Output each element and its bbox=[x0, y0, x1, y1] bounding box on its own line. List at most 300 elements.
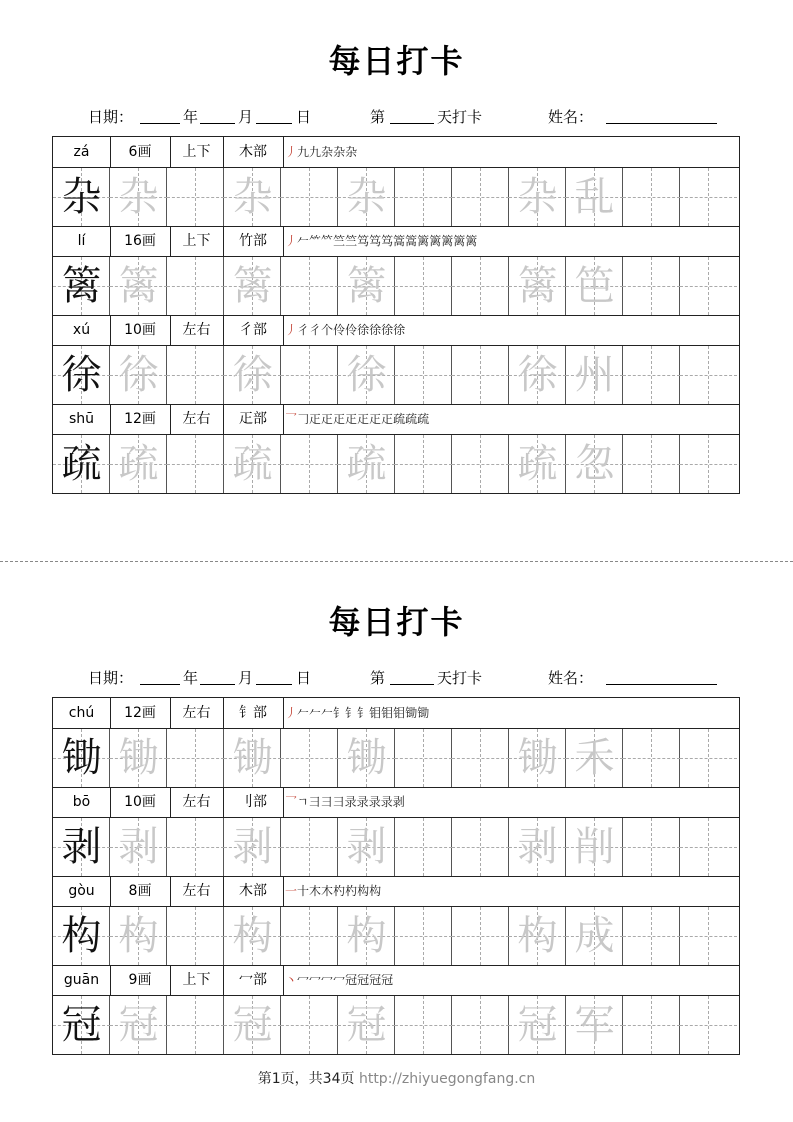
trace-character: 疏 bbox=[232, 441, 273, 487]
trace-character: 锄 bbox=[517, 735, 558, 781]
stroke-order bbox=[285, 137, 357, 167]
tianzi-box[interactable] bbox=[623, 907, 680, 965]
trace-character: 杂 bbox=[517, 174, 558, 220]
char-pinyin: guān bbox=[63, 972, 100, 988]
fill-in-blank[interactable] bbox=[200, 123, 235, 124]
tianzi-box bbox=[338, 996, 395, 1054]
tianzi-box bbox=[110, 818, 167, 876]
tianzi-box bbox=[338, 818, 395, 876]
char-structure: 左右 bbox=[182, 322, 211, 338]
trace-character: 疏 bbox=[118, 441, 159, 487]
char-pinyin: bō bbox=[72, 794, 91, 810]
tianzi-box bbox=[110, 996, 167, 1054]
char-radical: 𤴓部 bbox=[239, 411, 267, 427]
tianzi-box[interactable] bbox=[281, 435, 338, 493]
stroke-step: 伶 bbox=[345, 323, 358, 337]
stroke-step: 剥 bbox=[392, 795, 405, 809]
stroke-step: 锄 bbox=[405, 706, 418, 720]
cut-line bbox=[0, 561, 793, 562]
char-radical: 竹部 bbox=[239, 233, 267, 249]
stroke-step: 𤴓 bbox=[357, 412, 370, 426]
trace-character: 篱 bbox=[517, 263, 558, 309]
stroke-step: 伶 bbox=[333, 323, 346, 337]
stroke-step: 篱 bbox=[441, 234, 454, 248]
trace-character: 篱 bbox=[118, 263, 159, 309]
stroke-step: 丶 bbox=[285, 973, 298, 987]
stroke-step: 冖 bbox=[333, 973, 346, 987]
tianzi-box bbox=[224, 907, 281, 965]
stroke-step: 徐 bbox=[369, 323, 382, 337]
fill-in-blank[interactable] bbox=[140, 684, 180, 685]
tianzi-box[interactable] bbox=[281, 168, 338, 226]
practice-grid bbox=[52, 697, 740, 1055]
stroke-step: 𤴓 bbox=[321, 412, 334, 426]
stroke-step: 杂 bbox=[345, 145, 358, 159]
tianzi-box bbox=[509, 257, 566, 315]
fill-in-blank[interactable] bbox=[256, 123, 292, 124]
stroke-step: 钼 bbox=[381, 706, 394, 720]
stroke-step: 冠 bbox=[357, 973, 370, 987]
tianzi-box[interactable] bbox=[395, 257, 452, 315]
tianzi-box[interactable] bbox=[167, 346, 224, 404]
tianzi-box bbox=[338, 168, 395, 226]
trace-character: 冠 bbox=[118, 1002, 159, 1048]
info-label-year: 年 bbox=[183, 669, 199, 687]
character-practice-row bbox=[53, 168, 739, 227]
tianzi-box[interactable] bbox=[281, 907, 338, 965]
stroke-step: 𤴓 bbox=[345, 412, 358, 426]
stroke-step: 𤴓 bbox=[369, 412, 382, 426]
stroke-step: 徐 bbox=[381, 323, 394, 337]
stroke-step: 彐 bbox=[308, 795, 321, 809]
stroke-step: 丿 bbox=[285, 706, 298, 720]
tianzi-box[interactable] bbox=[395, 168, 452, 226]
char-strokes: 9画 bbox=[128, 972, 152, 988]
tianzi-box[interactable] bbox=[623, 435, 680, 493]
character-practice-row bbox=[53, 996, 739, 1054]
practice-grid bbox=[52, 136, 740, 494]
character-info-row bbox=[53, 965, 739, 996]
tianzi-box bbox=[509, 168, 566, 226]
char-strokes: 10画 bbox=[124, 322, 156, 338]
fill-in-blank[interactable] bbox=[200, 684, 235, 685]
info-label-day: 日 bbox=[296, 669, 312, 687]
tianzi-box[interactable] bbox=[452, 996, 509, 1054]
tianzi-box bbox=[338, 346, 395, 404]
page-footer bbox=[0, 1068, 793, 1088]
stroke-step: 篱 bbox=[465, 234, 478, 248]
stroke-step: 乛 bbox=[285, 795, 298, 809]
stroke-step: 个 bbox=[321, 323, 334, 337]
info-label-checkin: 天打卡 bbox=[437, 108, 483, 126]
stroke-step: 徐 bbox=[357, 323, 370, 337]
stroke-order bbox=[285, 315, 405, 345]
word-partner-character: 成 bbox=[574, 913, 615, 959]
char-pinyin: chú bbox=[68, 705, 95, 721]
stroke-order bbox=[285, 404, 429, 434]
stroke-step: 钅 bbox=[333, 706, 346, 720]
char-structure: 左右 bbox=[182, 883, 211, 899]
character-info-row bbox=[53, 876, 739, 907]
tianzi-box bbox=[224, 435, 281, 493]
tianzi-box[interactable] bbox=[680, 907, 739, 965]
stroke-step: 钼 bbox=[369, 706, 382, 720]
info-label-day-no: 第 bbox=[370, 669, 386, 687]
char-pinyin: lí bbox=[77, 233, 86, 249]
word-partner-character: 笆 bbox=[574, 263, 615, 309]
char-strokes: 12画 bbox=[124, 705, 156, 721]
tianzi-box[interactable] bbox=[623, 996, 680, 1054]
character-practice-row bbox=[53, 346, 739, 405]
character-practice-row bbox=[53, 257, 739, 316]
word-partner-character: 忽 bbox=[574, 441, 615, 487]
tianzi-box bbox=[566, 435, 623, 493]
char-radical: 钅部 bbox=[239, 705, 267, 721]
model-character: 构 bbox=[61, 913, 102, 959]
tianzi-box bbox=[566, 257, 623, 315]
stroke-step: 竺 bbox=[345, 234, 358, 248]
stroke-step: 𤴓 bbox=[333, 412, 346, 426]
tianzi-box bbox=[53, 346, 110, 404]
tianzi-box[interactable] bbox=[167, 996, 224, 1054]
stroke-step: ㄱ bbox=[297, 795, 309, 809]
tianzi-box bbox=[224, 729, 281, 787]
char-structure: 左右 bbox=[182, 794, 211, 810]
model-character: 锄 bbox=[61, 735, 102, 781]
trace-character: 锄 bbox=[346, 735, 387, 781]
tianzi-box bbox=[110, 257, 167, 315]
tianzi-box[interactable] bbox=[623, 818, 680, 876]
stroke-step: 冠 bbox=[345, 973, 358, 987]
tianzi-box bbox=[566, 907, 623, 965]
stroke-step: 𠃌 bbox=[297, 412, 310, 426]
stroke-step: 冖 bbox=[309, 973, 322, 987]
tianzi-box[interactable] bbox=[452, 346, 509, 404]
tianzi-box[interactable] bbox=[281, 996, 338, 1054]
stroke-step: 笃 bbox=[369, 234, 382, 248]
stroke-step: 录 bbox=[356, 795, 369, 809]
stroke-step: 十 bbox=[297, 884, 310, 898]
word-partner-character: 禾 bbox=[574, 735, 615, 781]
stroke-step: 篱 bbox=[417, 234, 430, 248]
char-strokes: 16画 bbox=[124, 233, 156, 249]
fill-in-blank[interactable] bbox=[606, 684, 717, 685]
stroke-step: 笃 bbox=[381, 234, 394, 248]
fill-in-blank[interactable] bbox=[256, 684, 292, 685]
char-radical: 木部 bbox=[239, 883, 267, 899]
tianzi-box[interactable] bbox=[167, 729, 224, 787]
stroke-order bbox=[285, 876, 381, 906]
tianzi-box bbox=[110, 346, 167, 404]
tianzi-box bbox=[53, 257, 110, 315]
tianzi-box[interactable] bbox=[281, 818, 338, 876]
stroke-step: 钅 bbox=[357, 706, 370, 720]
tianzi-box[interactable] bbox=[395, 907, 452, 965]
tianzi-box[interactable] bbox=[395, 346, 452, 404]
fill-in-blank[interactable] bbox=[606, 123, 717, 124]
model-character: 徐 bbox=[61, 352, 102, 398]
char-strokes: 10画 bbox=[124, 794, 156, 810]
tianzi-box[interactable] bbox=[623, 168, 680, 226]
fill-in-blank[interactable] bbox=[140, 123, 180, 124]
tianzi-box[interactable] bbox=[167, 907, 224, 965]
trace-character: 构 bbox=[346, 913, 387, 959]
stroke-step: 疏 bbox=[405, 412, 418, 426]
info-label-day-no: 第 bbox=[370, 108, 386, 126]
trace-character: 杂 bbox=[232, 174, 273, 220]
trace-character: 篱 bbox=[232, 263, 273, 309]
trace-character: 构 bbox=[118, 913, 159, 959]
stroke-step: 木 bbox=[321, 884, 334, 898]
stroke-step: 𤴓 bbox=[309, 412, 322, 426]
trace-character: 剥 bbox=[232, 824, 273, 870]
stroke-step: 彐 bbox=[320, 795, 333, 809]
tianzi-box[interactable] bbox=[623, 729, 680, 787]
stroke-step: 疏 bbox=[393, 412, 406, 426]
tianzi-box bbox=[509, 435, 566, 493]
trace-character: 杂 bbox=[346, 174, 387, 220]
trace-character: 锄 bbox=[232, 735, 273, 781]
tianzi-box bbox=[53, 818, 110, 876]
tianzi-box bbox=[509, 996, 566, 1054]
info-label-month: 月 bbox=[238, 669, 254, 687]
char-structure: 上下 bbox=[182, 144, 211, 160]
tianzi-box bbox=[110, 729, 167, 787]
stroke-step: 钼 bbox=[393, 706, 406, 720]
stroke-step: 冖 bbox=[297, 973, 310, 987]
stroke-step: 九 bbox=[297, 145, 310, 159]
tianzi-box bbox=[509, 907, 566, 965]
page-number: 第1页，共34页 bbox=[257, 1071, 355, 1087]
tianzi-box[interactable] bbox=[167, 818, 224, 876]
tianzi-box[interactable] bbox=[680, 996, 739, 1054]
stroke-step: 篱 bbox=[429, 234, 442, 248]
tianzi-box[interactable] bbox=[167, 257, 224, 315]
tianzi-box bbox=[338, 257, 395, 315]
stroke-step: 徐 bbox=[393, 323, 406, 337]
fill-in-blank[interactable] bbox=[390, 123, 434, 124]
character-info-row bbox=[53, 137, 739, 168]
tianzi-box bbox=[224, 996, 281, 1054]
tianzi-box bbox=[224, 818, 281, 876]
character-practice-row bbox=[53, 435, 739, 493]
character-info-row bbox=[53, 315, 739, 346]
model-character: 杂 bbox=[61, 174, 102, 220]
tianzi-box bbox=[566, 818, 623, 876]
tianzi-box[interactable] bbox=[680, 168, 739, 226]
stroke-step: 彳 bbox=[309, 323, 322, 337]
tianzi-box[interactable] bbox=[452, 435, 509, 493]
tianzi-box[interactable] bbox=[281, 346, 338, 404]
trace-character: 杂 bbox=[118, 174, 159, 220]
tianzi-box bbox=[53, 168, 110, 226]
char-pinyin: zá bbox=[73, 144, 90, 160]
trace-character: 疏 bbox=[517, 441, 558, 487]
stroke-step: 构 bbox=[357, 884, 370, 898]
tianzi-box bbox=[224, 346, 281, 404]
tianzi-box[interactable] bbox=[680, 729, 739, 787]
stroke-step: 丿 bbox=[285, 234, 298, 248]
stroke-step: 𠂉 bbox=[297, 706, 310, 720]
stroke-step: 篱 bbox=[453, 234, 466, 248]
tianzi-box[interactable] bbox=[680, 257, 739, 315]
fill-in-blank[interactable] bbox=[390, 684, 434, 685]
stroke-step: 𠂉 bbox=[321, 706, 334, 720]
char-structure: 上下 bbox=[182, 972, 211, 988]
word-partner-character: 军 bbox=[574, 1002, 615, 1048]
stroke-step: 锄 bbox=[417, 706, 430, 720]
tianzi-box[interactable] bbox=[680, 435, 739, 493]
trace-character: 篱 bbox=[346, 263, 387, 309]
tianzi-box[interactable] bbox=[281, 729, 338, 787]
trace-character: 徐 bbox=[517, 352, 558, 398]
char-radical: 刂部 bbox=[239, 794, 267, 810]
tianzi-box[interactable] bbox=[452, 907, 509, 965]
tianzi-box[interactable] bbox=[281, 257, 338, 315]
stroke-step: 丿 bbox=[285, 145, 298, 159]
stroke-step: 𠂉 bbox=[297, 234, 310, 248]
tianzi-box bbox=[566, 996, 623, 1054]
tianzi-box bbox=[509, 346, 566, 404]
trace-character: 剥 bbox=[346, 824, 387, 870]
stroke-step: 𥫗 bbox=[321, 234, 334, 248]
character-practice-row bbox=[53, 907, 739, 966]
stroke-order bbox=[285, 787, 405, 817]
model-character: 剥 bbox=[61, 824, 102, 870]
stroke-step: 冠 bbox=[369, 973, 382, 987]
stroke-step: 录 bbox=[368, 795, 381, 809]
stroke-order bbox=[285, 226, 477, 256]
tianzi-box[interactable] bbox=[623, 346, 680, 404]
tianzi-box bbox=[509, 729, 566, 787]
tianzi-box bbox=[338, 907, 395, 965]
info-label-date-label: 日期： bbox=[88, 108, 134, 126]
tianzi-box[interactable] bbox=[395, 729, 452, 787]
char-structure: 左右 bbox=[182, 705, 211, 721]
tianzi-box bbox=[53, 996, 110, 1054]
model-character: 冠 bbox=[61, 1002, 102, 1048]
stroke-step: 录 bbox=[344, 795, 357, 809]
stroke-step: 丿 bbox=[285, 323, 298, 337]
stroke-step: 笃 bbox=[357, 234, 370, 248]
stroke-step: 彐 bbox=[332, 795, 345, 809]
tianzi-box[interactable] bbox=[680, 346, 739, 404]
tianzi-box bbox=[224, 168, 281, 226]
footer-url[interactable]: http://zhiyuegongfang.cn bbox=[358, 1071, 536, 1087]
tianzi-box bbox=[566, 168, 623, 226]
tianzi-box bbox=[338, 435, 395, 493]
tianzi-box[interactable] bbox=[167, 168, 224, 226]
trace-character: 构 bbox=[232, 913, 273, 959]
char-radical: 木部 bbox=[239, 144, 267, 160]
word-partner-character: 削 bbox=[574, 824, 615, 870]
tianzi-box bbox=[110, 907, 167, 965]
stroke-step: 杂 bbox=[321, 145, 334, 159]
tianzi-box[interactable] bbox=[395, 996, 452, 1054]
tianzi-box bbox=[338, 729, 395, 787]
info-label-name-label: 姓名： bbox=[548, 108, 594, 126]
tianzi-box bbox=[566, 346, 623, 404]
char-strokes: 12画 bbox=[124, 411, 156, 427]
info-label-day: 日 bbox=[296, 108, 312, 126]
tianzi-box[interactable] bbox=[395, 435, 452, 493]
character-info-row bbox=[53, 404, 739, 435]
trace-character: 徐 bbox=[118, 352, 159, 398]
tianzi-box[interactable] bbox=[452, 168, 509, 226]
character-info-row bbox=[53, 226, 739, 257]
info-label-checkin: 天打卡 bbox=[437, 669, 483, 687]
char-structure: 左右 bbox=[182, 411, 211, 427]
tianzi-box[interactable] bbox=[680, 818, 739, 876]
stroke-step: 九 bbox=[309, 145, 322, 159]
stroke-step: 木 bbox=[309, 884, 322, 898]
stroke-step: 杂 bbox=[333, 145, 346, 159]
char-pinyin: shū bbox=[68, 411, 95, 427]
stroke-step: 录 bbox=[380, 795, 393, 809]
model-character: 篱 bbox=[61, 263, 102, 309]
trace-character: 徐 bbox=[232, 352, 273, 398]
char-strokes: 8画 bbox=[128, 883, 152, 899]
info-label-year: 年 bbox=[183, 108, 199, 126]
trace-character: 冠 bbox=[517, 1002, 558, 1048]
trace-character: 冠 bbox=[346, 1002, 387, 1048]
char-pinyin: xú bbox=[72, 322, 91, 338]
character-info-row bbox=[53, 787, 739, 818]
char-structure: 上下 bbox=[182, 233, 211, 249]
char-pinyin: gòu bbox=[68, 883, 95, 899]
tianzi-box bbox=[110, 168, 167, 226]
tianzi-box[interactable] bbox=[623, 257, 680, 315]
stroke-step: 一 bbox=[285, 884, 298, 898]
trace-character: 剥 bbox=[517, 824, 558, 870]
stroke-step: 杓 bbox=[333, 884, 346, 898]
tianzi-box[interactable] bbox=[452, 729, 509, 787]
trace-character: 构 bbox=[517, 913, 558, 959]
word-partner-character: 乱 bbox=[574, 174, 615, 220]
info-line bbox=[0, 106, 793, 130]
character-practice-row bbox=[53, 818, 739, 877]
info-label-month: 月 bbox=[238, 108, 254, 126]
tianzi-box[interactable] bbox=[167, 435, 224, 493]
char-strokes: 6画 bbox=[128, 144, 152, 160]
model-character: 疏 bbox=[61, 441, 102, 487]
tianzi-box bbox=[110, 435, 167, 493]
stroke-step: ⺮ bbox=[309, 234, 322, 248]
tianzi-box[interactable] bbox=[395, 818, 452, 876]
tianzi-box bbox=[53, 729, 110, 787]
trace-character: 锄 bbox=[118, 735, 159, 781]
tianzi-box[interactable] bbox=[452, 257, 509, 315]
stroke-step: 杓 bbox=[345, 884, 358, 898]
tianzi-box bbox=[53, 907, 110, 965]
info-label-name-label: 姓名： bbox=[548, 669, 594, 687]
tianzi-box bbox=[509, 818, 566, 876]
char-radical: 冖部 bbox=[239, 972, 267, 988]
stroke-step: 乛 bbox=[285, 412, 298, 426]
character-info-row bbox=[53, 698, 739, 729]
char-radical: 彳部 bbox=[239, 322, 267, 338]
stroke-step: 𠂉 bbox=[309, 706, 322, 720]
stroke-step: 钅 bbox=[345, 706, 358, 720]
trace-character: 徐 bbox=[346, 352, 387, 398]
info-label-date-label: 日期： bbox=[88, 669, 134, 687]
stroke-step: 彳 bbox=[297, 323, 310, 337]
tianzi-box[interactable] bbox=[452, 818, 509, 876]
trace-character: 冠 bbox=[232, 1002, 273, 1048]
stroke-step: 篙 bbox=[393, 234, 406, 248]
info-line bbox=[0, 667, 793, 691]
stroke-step: 冖 bbox=[321, 973, 334, 987]
